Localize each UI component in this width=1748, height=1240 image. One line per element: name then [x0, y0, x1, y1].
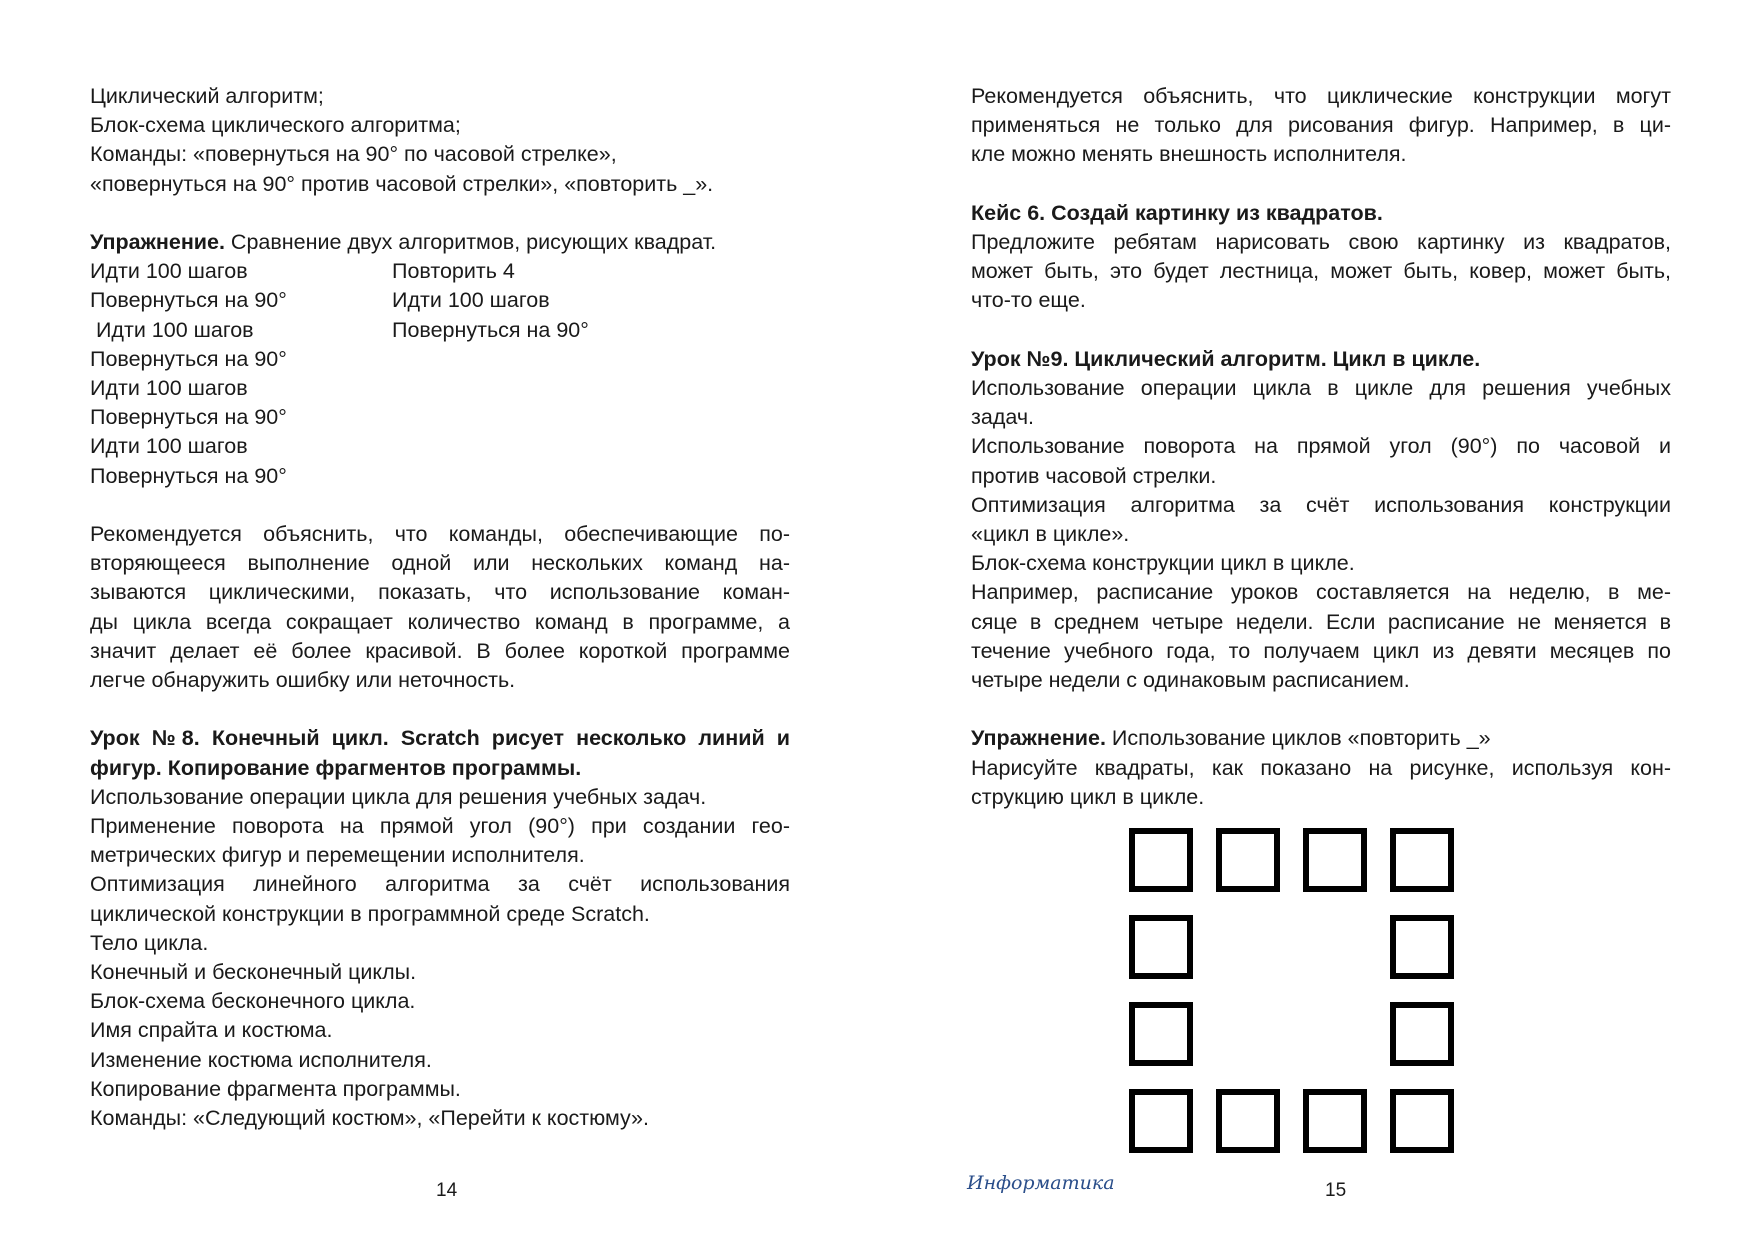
algo1-step: Повернуться на 90° Идти 100 шагов [90, 286, 790, 315]
footer-brand: Информатика [967, 1172, 1115, 1194]
algo2-step: Повернуться на 90° [392, 317, 589, 342]
exercise-heading [971, 724, 1671, 753]
algorithm-comparison [90, 257, 790, 491]
figure-square [1129, 1002, 1193, 1066]
figure-square [1129, 1089, 1193, 1153]
recommend-line: Рекомендуется объяснить, что команды, обеспечивающие по- [90, 522, 790, 547]
algo1-step: Идти 100 шагов [90, 376, 248, 401]
lesson8-line: Копирование фрагмента программы. [90, 1076, 461, 1101]
figure-square [1216, 828, 1280, 892]
figure-square [1129, 915, 1193, 979]
lesson8-line: Блок-схема бесконечного цикла. [90, 989, 416, 1014]
lesson9-line: течение учебного года, то получаем цикл из девяти месяцев по [971, 638, 1671, 663]
algo1-step: Повернуться на 90° [90, 463, 287, 488]
intro-line: Блок-схема циклического алгоритма; [90, 113, 461, 138]
lesson9-line: «цикл в цикле». [971, 522, 1130, 547]
squares-figure [1129, 828, 1461, 1160]
exercise-label: Упражнение. [90, 230, 225, 254]
figure-square [1390, 828, 1454, 892]
recommend-line: кле можно менять внешность исполнителя. [971, 142, 1407, 167]
algo1-step: Идти 100 шагов Повторить 4 [90, 257, 790, 286]
lesson9-line: Использование поворота на прямой угол (90°) по часовой и [971, 434, 1671, 459]
right-text-column [971, 82, 1671, 812]
page-number: 14 [436, 1180, 458, 1201]
recommend-line: ды цикла всегда сокращает количество команд в программе, а [90, 609, 790, 634]
lesson8-line: Оптимизация линейного алгоритма за счёт использования [90, 872, 790, 897]
lesson8-line: Команды: «Следующий костюм», «Перейти к костюму». [90, 1106, 649, 1131]
lesson8-line: циклической конструкции в программной среде Scratch. [90, 901, 650, 926]
lesson9-line: Блок-схема конструкции цикл в цикле. [971, 551, 1355, 576]
algo2-step: Идти 100 шагов [392, 288, 550, 313]
figure-square [1129, 828, 1193, 892]
lesson9-line: Использование операции цикла в цикле для решения учебных [971, 376, 1671, 400]
intro-line: Циклический алгоритм; [90, 84, 324, 108]
algo1-step: Идти 100 шагов Повернуться на 90° [90, 316, 790, 345]
right-page [874, 0, 1748, 1240]
figure-square [1303, 1089, 1367, 1153]
recommend-line: значит делает её более красивой. В более короткой программе [90, 638, 790, 663]
recommend-line: вторяющееся выполнение одной или нескольких команд на- [90, 551, 790, 576]
lesson8-line: Изменение костюма исполнителя. [90, 1047, 432, 1072]
lesson8-line: Конечный и бесконечный циклы. [90, 960, 417, 985]
figure-square [1390, 1089, 1454, 1153]
case6-title: Кейс 6. Создай картинку из квадратов. [971, 200, 1383, 225]
lesson9-line: Например, расписание уроков составляется на неделю, в ме- [971, 580, 1671, 605]
lesson8-line: Имя спрайта и костюма. [90, 1018, 333, 1043]
figure-square [1216, 1089, 1280, 1153]
lesson9-line: четыре недели с одинаковым расписанием. [971, 668, 1410, 693]
exercise-label: Упражнение. [971, 726, 1106, 751]
figure-square [1390, 1002, 1454, 1066]
figure-square [1303, 828, 1367, 892]
exercise-line: струкцию цикл в цикле. [971, 784, 1205, 809]
exercise-text: Сравнение двух алгоритмов, рисующих квадрат. [224, 230, 717, 254]
lesson9-line: Оптимизация алгоритма за счёт использования конструкции [971, 492, 1671, 517]
case6-line: Предложите ребятам нарисовать свою картинку из квадратов, [971, 230, 1671, 254]
figure-square [1390, 915, 1454, 979]
exercise-line: Нарисуйте квадраты, как показано на рисунке, используя кон- [971, 755, 1671, 780]
left-text-column [90, 82, 790, 1133]
algo1-step: Идти 100 шагов [90, 434, 248, 459]
intro-line: Команды: «повернуться на 90° по часовой стрелке», [90, 142, 617, 167]
exercise-text: Использование циклов «повторить _» [1105, 726, 1491, 751]
lesson8-line: Использование операции цикла для решения учебных задач. [90, 784, 707, 809]
algo1-step: Повернуться на 90° [90, 346, 287, 371]
lesson8-title: фигур. Копирование фрагментов программы. [90, 755, 582, 780]
recommend-line: применяться не только для рисования фигур. Например, в ци- [971, 113, 1671, 138]
lesson8-line: метрических фигур и перемещении исполнителя. [90, 843, 585, 868]
lesson9-title: Урок №9. Циклический алгоритм. Цикл в цикле. [971, 346, 1481, 371]
intro-line: «повернуться на 90° против часовой стрелки», «повторить _». [90, 171, 714, 196]
case6-line: может быть, это будет лестница, может быть, ковер, может быть, [971, 259, 1671, 284]
algo1-step: Повернуться на 90° [90, 405, 287, 430]
lesson9-line: задач. [971, 405, 1035, 430]
recommend-line: легче обнаружить ошибку или неточность. [90, 668, 516, 693]
lesson8-line: Применение поворота на прямой угол (90°) при создании гео- [90, 814, 790, 839]
algo2-step: Повторить 4 [392, 259, 515, 284]
page-number: 15 [1325, 1180, 1347, 1201]
lesson8-title: Урок №8. Конечный цикл. Scratch рисует несколько линий и [90, 726, 790, 751]
lesson9-line: сяце в среднем четыре недели. Если расписание не меняется в [971, 609, 1671, 634]
recommend-line: Рекомендуется объяснить, что циклические конструкции могут [971, 84, 1671, 108]
exercise-heading [90, 228, 790, 257]
lesson8-line: Тело цикла. [90, 930, 209, 955]
case6-line: что-то еще. [971, 288, 1086, 313]
lesson9-line: против часовой стрелки. [971, 463, 1217, 488]
recommend-line: зываются циклическими, показать, что использование коман- [90, 580, 790, 605]
